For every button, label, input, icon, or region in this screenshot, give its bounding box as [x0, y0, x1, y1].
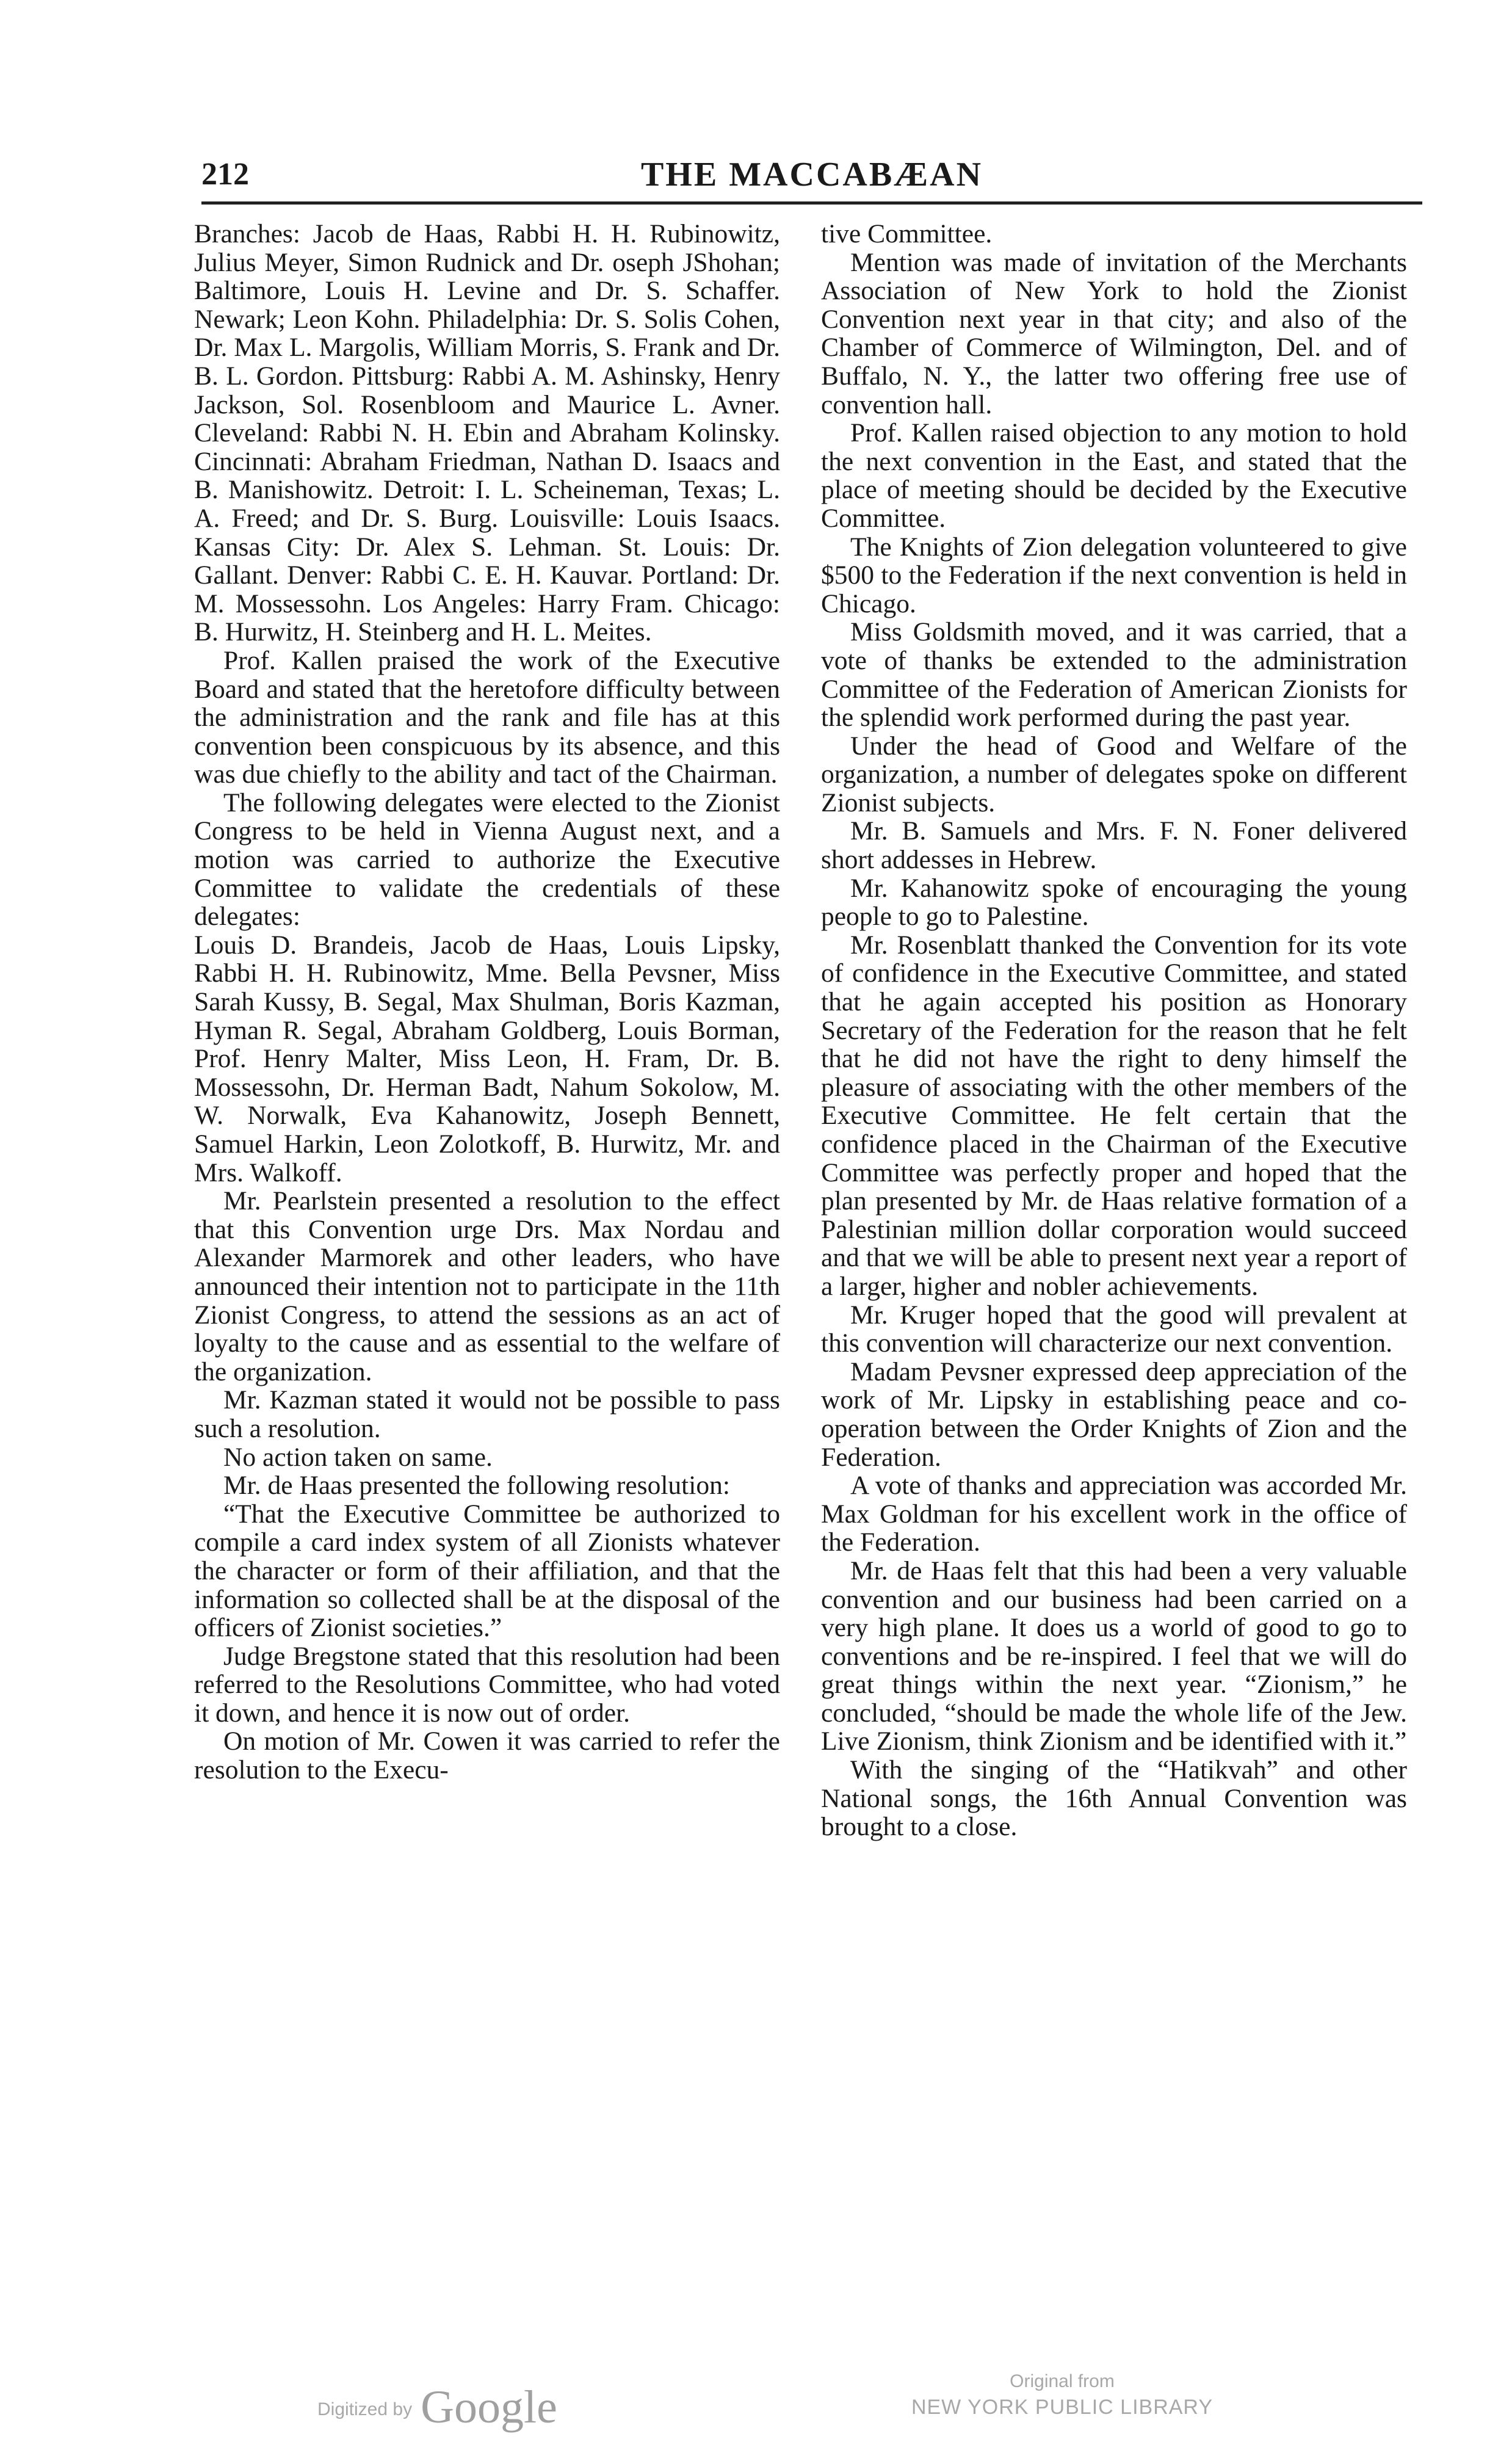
google-logo: Google	[421, 2382, 557, 2433]
paragraph: Mr. Kahanowitz spoke of encouraging the young people to go to Palestine.	[821, 873, 1407, 932]
left-column	[194, 220, 780, 1784]
paragraph: Mr. Rosenblatt thanked the Convention for its vote of confidence in the Executive Committee, and stated that he again accepted his position as Honorary Secretary of the Federation for the reason that he felt that he did not have the right to deny himself the pleasure of associating with the other members of the Executive Committee. He felt certain that the confidence placed in the Chairman of the Executive Committee was perfectly proper and hoped that the plan presented by Mr. de Haas relative formation of a Palestinian million dollar corporation would succeed and that we will be able to present next year a report of a larger, higher and nobler achievements.	[821, 930, 1407, 1301]
paragraph: “That the Executive Committee be authorized to compile a card index system of all Zionists whatever the character or form of their affiliation, and that the information so collected shall be at the disposal of the officers of Zionist societies.”	[194, 1499, 780, 1643]
paragraph: Miss Goldsmith moved, and it was carried, that a vote of thanks be extended to the administration Committee of the Federation of American Zionists for the splendid work performed during the past year.	[821, 617, 1407, 733]
paragraph: Mention was made of invitation of the Merchants Association of New York to hold the Zionist Convention next year in that city; and also of the Chamber of Commerce of Wilmington, Del. and of Buffalo, N. Y., the latter two offering free use of convention hall.	[821, 247, 1407, 419]
paragraph: Madam Pevsner expressed deep appreciation of the work of Mr. Lipsky in establishing peace and co-operation between the Order Knights of Zion and the Federation.	[821, 1357, 1407, 1472]
library-watermark	[903, 2369, 1221, 2420]
paragraph: No action taken on same.	[223, 1442, 493, 1472]
paragraph: Mr. de Haas felt that this had been a very valuable convention and our business had been carried on a very high plane. It does us a world of good to go to conventions and be re-inspired. I feel that we will do great things within the next year. “Zionism,” he concluded, “should be made the whole life of the Jew. Live Zionism, think Zionism and be identified with it.”	[821, 1556, 1407, 1756]
paragraph: With the singing of the “Hatikvah” and other National songs, the 16th Annual Convention was brought to a close.	[821, 1755, 1407, 1842]
paragraph: Mr. Pearlstein presented a resolution to the effect that this Convention urge Drs. Max Nordau and Alexander Marmorek and other leaders, who have announced their intention not to participate in the 11th Zionist Congress, to attend the sessions as an act of loyalty to the cause and as essential to the welfare of the organization.	[194, 1186, 780, 1386]
paragraph: The following delegates were elected to the Zionist Congress to be held in Vienna August next, and a motion was carried to authorize the Executive Committee to validate the credentials of these delegates:	[194, 788, 780, 932]
paragraph: A vote of thanks and appreciation was accorded Mr. Max Goldman for his excellent work in the office of the Federation.	[821, 1471, 1407, 1557]
paragraph: tive Committee.	[821, 219, 993, 248]
digitized-by-watermark	[317, 2381, 557, 2434]
paragraph: Louis D. Brandeis, Jacob de Haas, Louis Lipsky, Rabbi H. H. Rubinowitz, Mme. Bella Pevsner, Miss Sarah Kussy, B. Segal, Max Shulman, Boris Kazman, Hyman R. Segal, Abraham Goldberg, Louis Borman, Prof. Henry Malter, Miss Leon, H. Fram, Dr. B. Mossessohn, Dr. Herman Badt, Nahum Sokolow, M. W. Norwalk, Eva Kahanowitz, Joseph Bennett, Samuel Harkin, Leon Zolotkoff, B. Hurwitz, Mr. and Mrs. Walkoff.	[194, 930, 780, 1187]
paragraph: Mr. Kazman stated it would not be possible to pass such a resolution.	[194, 1385, 780, 1443]
paragraph: Branches: Jacob de Haas, Rabbi H. H. Rubinowitz, Julius Meyer, Simon Rudnick and Dr. oseph JShohan; Baltimore, Louis H. Levine and Dr. S. Schaffer. Newark; Leon Kohn. Philadelphia: Dr. S. Solis Cohen, Dr. Max L. Margolis, William Morris, S. Frank and Dr. B. L. Gordon. Pittsburg: Rabbi A. M. Ashinsky, Henry Jackson, Sol. Rosenbloom and Maurice L. Avner. Cleveland: Rabbi N. H. Ebin and Abraham Kolinsky. Cincinnati: Abraham Friedman, Nathan D. Isaacs and B. Manishowitz. Detroit: I. L. Scheineman, Texas; L. A. Freed; and Dr. S. Burg. Louisville: Louis Isaacs. Kansas City: Dr. Alex S. Lehman. St. Louis: Dr. Gallant. Denver: Rabbi C. E. H. Kauvar. Portland: Dr. M. Mossessohn. Los Angeles: Harry Fram. Chicago: B. Hurwitz, H. Steinberg and H. L. Meites.	[194, 219, 780, 647]
journal-title: THE MACCABÆAN	[640, 156, 983, 194]
paragraph: Mr. de Haas presented the following resolution:	[223, 1471, 730, 1501]
page-header	[201, 153, 1422, 205]
original-from-label: Original from	[1010, 2371, 1115, 2391]
right-column	[821, 220, 1407, 1841]
paragraph: Mr. Kruger hoped that the good will prevalent at this convention will characterize our next convention.	[821, 1300, 1407, 1358]
digitized-by-label: Digitized by	[317, 2399, 413, 2419]
library-name: NEW YORK PUBLIC LIBRARY	[911, 2396, 1214, 2419]
paragraph: Prof. Kallen praised the work of the Executive Board and stated that the heretofore difficulty between the administration and the rank and file has at this convention been conspicuous by its absence, and this was due chiefly to the ability and tact of the Chairman.	[194, 645, 780, 789]
paragraph: Judge Bregstone stated that this resolution had been referred to the Resolutions Committee, who had voted it down, and hence it is now out of order.	[194, 1641, 780, 1728]
paragraph: Prof. Kallen raised objection to any motion to hold the next convention in the East, and stated that the place of meeting should be decided by the Executive Committee.	[821, 418, 1407, 533]
paragraph: The Knights of Zion delegation volunteered to give $500 to the Federation if the next convention is held in Chicago.	[821, 532, 1407, 618]
paragraph: On motion of Mr. Cowen it was carried to refer the resolution to the Execu-	[194, 1726, 780, 1785]
paragraph: Under the head of Good and Welfare of the organization, a number of delegates spoke on different Zionist subjects.	[821, 731, 1407, 817]
paragraph: Mr. B. Samuels and Mrs. F. N. Foner delivered short addesses in Hebrew.	[821, 816, 1407, 875]
page-number: 212	[201, 157, 249, 192]
